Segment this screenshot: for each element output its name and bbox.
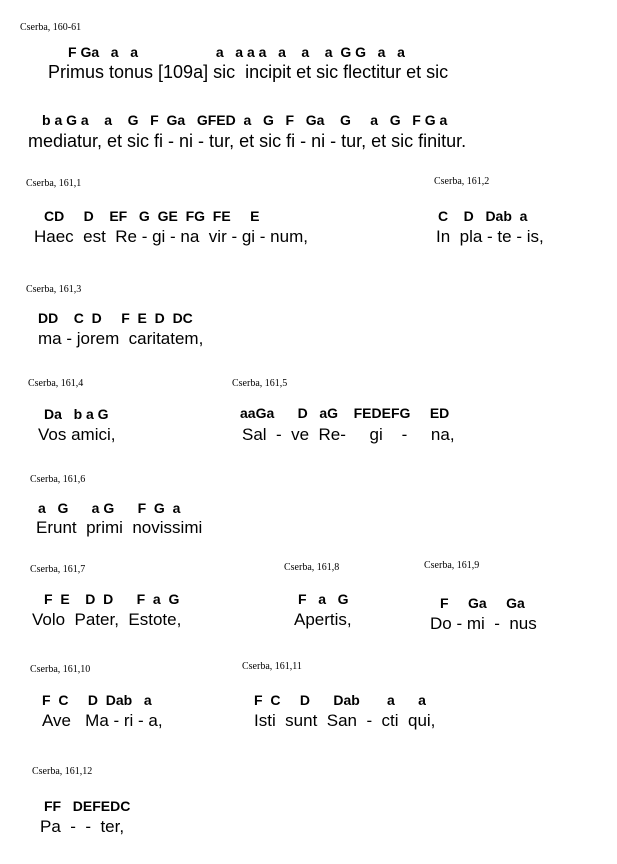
source-reference: Cserba, 161,3 (26, 284, 82, 295)
source-reference: Cserba, 161,6 (30, 474, 86, 485)
neume-notes: b a G a a G F Ga GFED a G F Ga G a G F G a (42, 112, 448, 128)
chant-text: Primus tonus [109a] sic incipit et sic flectitur et sic (48, 62, 449, 82)
source-reference: Cserba, 161,11 (242, 661, 302, 672)
source-reference: Cserba, 161,10 (30, 664, 91, 675)
chant-text: Volo Pater, Estote, (32, 610, 182, 629)
chant-text: Apertis, (294, 610, 352, 629)
neume-notes: F C D Dab a (42, 692, 152, 708)
source-reference: Cserba, 161,12 (32, 766, 93, 777)
chant-text: In pla - te - is, (436, 227, 544, 246)
chant-text: Haec est Re - gi - na vir - gi - num, (34, 227, 308, 246)
neume-notes: F Ga a a a a a a a a a G G a a (68, 44, 405, 60)
chant-text: Do - mi - nus (430, 614, 537, 633)
chant-text: mediatur, et sic fi - ni - tur, et sic fi - ni - tur, et sic finitur. (28, 131, 467, 151)
source-reference: Cserba, 161,9 (424, 560, 480, 571)
chant-text: Vos amici, (38, 425, 116, 444)
neume-notes: Da b a G (44, 406, 109, 422)
neume-notes: F E D D F a G (44, 591, 180, 607)
neume-notes: a G a G F G a (38, 500, 181, 516)
chant-text: Erunt primi novissimi (36, 518, 203, 537)
neume-notes: DD C D F E D DC (38, 310, 193, 326)
source-reference: Cserba, 161,4 (28, 378, 84, 389)
neume-notes: C D Dab a (438, 208, 528, 224)
neume-notes: FF DEFEDC (44, 798, 131, 814)
source-reference: Cserba, 161,2 (434, 176, 490, 187)
chant-text: Sal - ve Re- gi - na, (242, 425, 455, 444)
source-reference: Cserba, 161,5 (232, 378, 288, 389)
neume-notes: F a G (298, 591, 349, 607)
neume-notes: aaGa D aG FEDEFG ED (240, 405, 450, 421)
chant-text: ma - jorem caritatem, (38, 329, 204, 348)
neume-notes: CD D EF G GE FG FE E (44, 208, 260, 224)
source-reference: Cserba, 161,1 (26, 178, 82, 189)
chant-text: Isti sunt San - cti qui, (254, 711, 436, 730)
neume-notes: F Ga Ga (440, 595, 525, 611)
source-reference: Cserba, 161,7 (30, 564, 86, 575)
source-reference: Cserba, 160-61 (20, 22, 82, 33)
neume-notes: F C D Dab a a (254, 692, 426, 708)
chant-text: Pa - - ter, (40, 817, 125, 836)
chant-text: Ave Ma - ri - a, (42, 711, 163, 730)
source-reference: Cserba, 161,8 (284, 562, 340, 573)
